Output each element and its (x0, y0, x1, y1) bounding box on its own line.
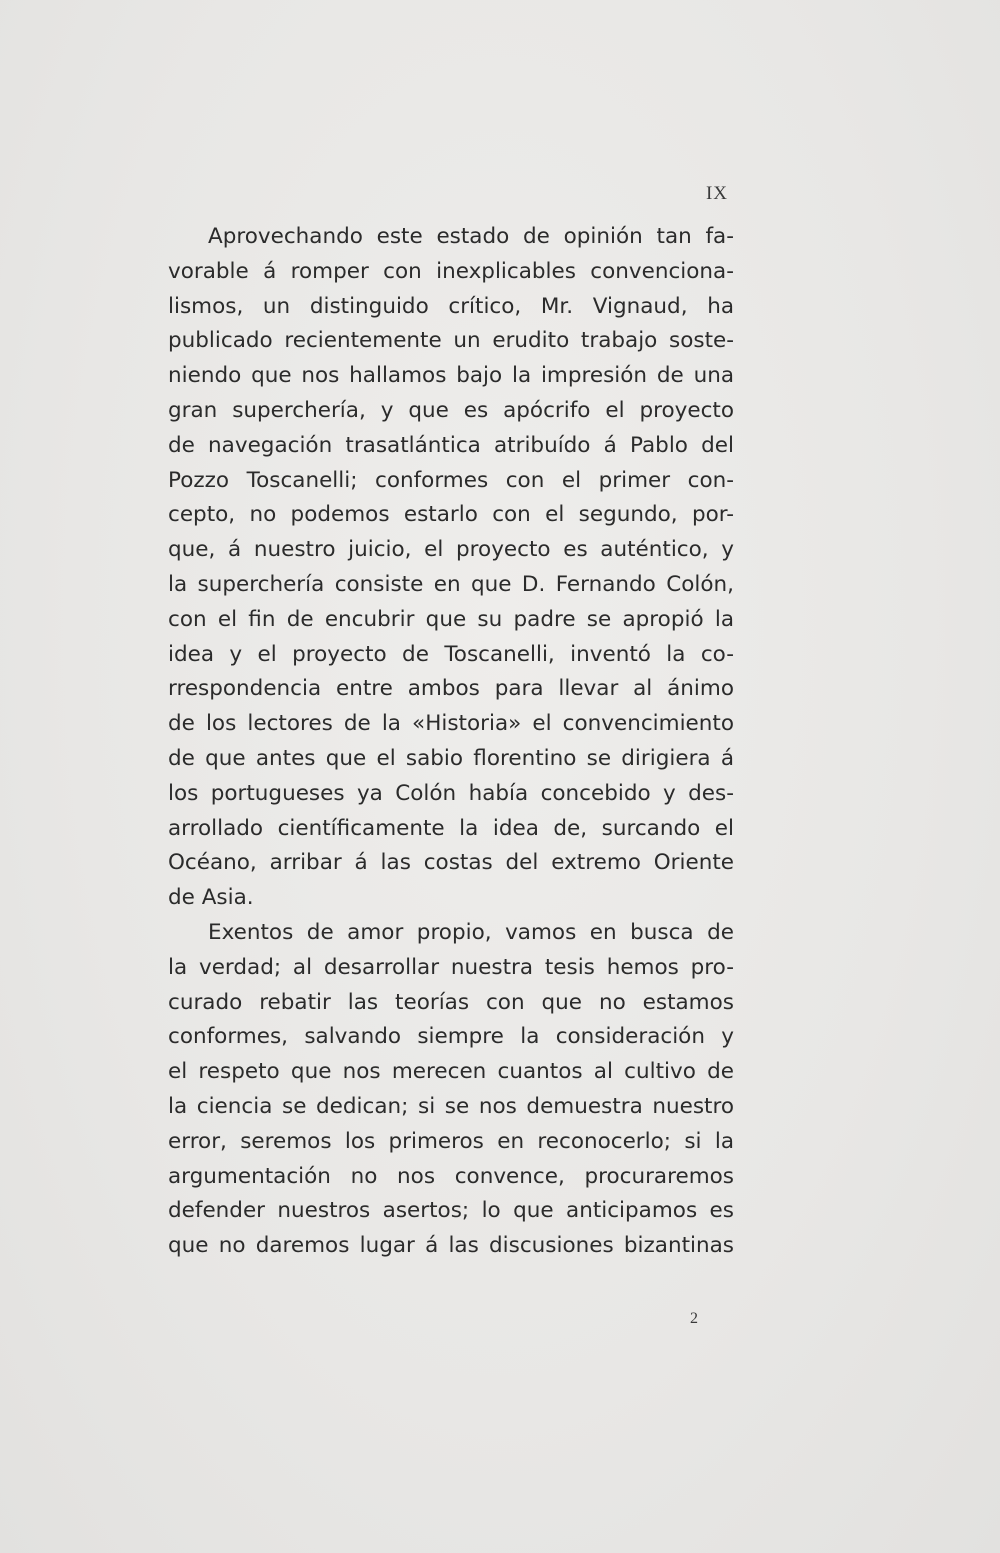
text-line: la superchería consiste en que D. Fernando Colón, (168, 571, 734, 597)
text-line: de los lectores de la «Historia» el convencimiento (168, 711, 734, 737)
text-line: niendo que nos hallamos bajo la impresión de una (168, 363, 734, 389)
text-line: los portugueses ya Colón había concebido y des- (168, 780, 734, 806)
text-line: Océano, arribar á las costas del extremo Oriente (168, 850, 734, 876)
text-line: rrespondencia entre ambos para llevar al ánimo (168, 676, 734, 702)
text-line: de navegación trasatlántica atribuído á Pablo del (168, 432, 734, 458)
text-line: arrollado científicamente la idea de, surcando el (168, 815, 734, 841)
text-line: conformes, salvando siempre la consideración y (168, 1024, 734, 1050)
text-line: Exentos de amor propio, vamos en busca de (208, 919, 734, 945)
paragraph-1 (168, 220, 734, 916)
text-line: vorable á romper con inexplicables convenciona- (168, 258, 734, 284)
text-line: defender nuestros asertos; lo que anticipamos es (168, 1198, 734, 1224)
text-line: publicado recientemente un erudito trabajo soste- (168, 328, 734, 354)
printer-signature-mark: 2 (690, 1310, 698, 1327)
text-line: la ciencia se dedican; si se nos demuestra nuestro (168, 1093, 734, 1119)
text-line: de que antes que el sabio florentino se dirigiera á (168, 745, 734, 771)
text-line: cepto, no podemos estarlo con el segundo, por- (168, 502, 734, 528)
text-line: Pozzo Toscanelli; conformes con el primer con- (168, 467, 734, 493)
text-line: con el fin de encubrir que su padre se apropió la (168, 606, 734, 632)
text-line: la verdad; al desarrollar nuestra tesis hemos pro- (168, 954, 734, 980)
text-line: gran superchería, y que es apócrifo el proyecto (168, 397, 734, 423)
text-line: el respeto que nos merecen cuantos al cultivo de (168, 1059, 734, 1085)
text-line: que no daremos lugar á las discusiones bizantinas (168, 1233, 734, 1259)
text-line: lismos, un distinguido crítico, Mr. Vignaud, ha (168, 293, 734, 319)
text-line: que, á nuestro juicio, el proyecto es auténtico, y (168, 537, 734, 563)
text-line: Aprovechando este estado de opinión tan fa- (208, 224, 734, 249)
paragraph-2 (168, 916, 734, 1264)
text-line: error, seremos los primeros en reconocerlo; si la (168, 1128, 734, 1154)
body-text (168, 220, 734, 1264)
text-line: de Asia. (168, 885, 254, 911)
text-line: curado rebatir las teorías con que no estamos (168, 989, 734, 1015)
page-number: IX (705, 183, 728, 204)
text-line: argumentación no nos convence, procuraremos (168, 1163, 734, 1189)
text-line: idea y el proyecto de Toscanelli, inventó la co- (168, 641, 734, 667)
